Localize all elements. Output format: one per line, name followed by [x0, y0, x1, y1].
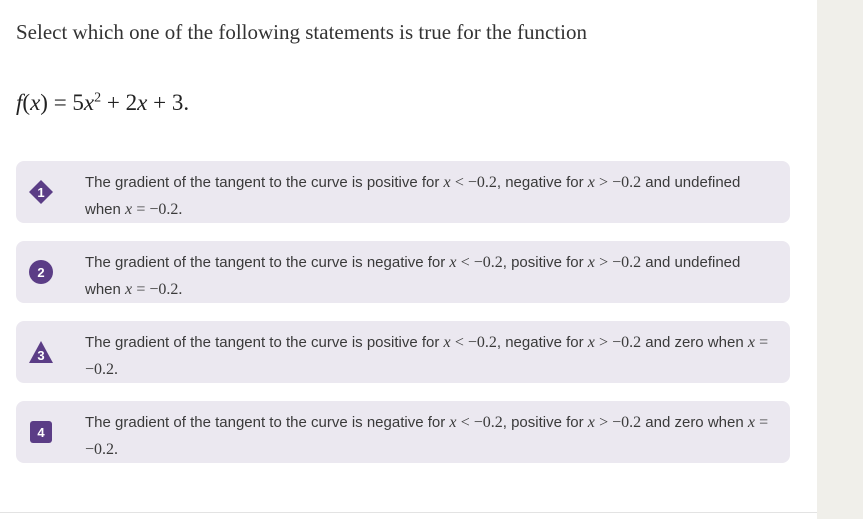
- question-prompt: Select which one of the following statements is true for the function: [16, 20, 587, 44]
- option-text-part: and zero when: [641, 334, 748, 351]
- option-number: 1: [37, 184, 45, 200]
- option-text-part: , positive for: [502, 414, 588, 431]
- option-math: > −0.2: [599, 254, 642, 271]
- option-text: The gradient of the tangent to the curve is positive for x < −0.2, negative for x > −0.2 and zero when x = −0.2.: [85, 334, 769, 378]
- option-math: = −0.2: [85, 414, 769, 458]
- answer-option-3[interactable]: [16, 321, 790, 383]
- option-text-part: The gradient of the tangent to the curve is positive for: [85, 334, 444, 351]
- option-text: The gradient of the tangent to the curve is negative for x < −0.2, positive for x > −0.2 and undefined when x = −0.2.: [85, 254, 741, 298]
- option-text-part: and zero when: [641, 414, 748, 431]
- formula-var: x: [30, 90, 41, 115]
- triangle-icon: [29, 340, 53, 364]
- right-side-panel: [817, 0, 863, 519]
- square-icon: [29, 420, 53, 444]
- option-text-part: and undefined when: [85, 174, 741, 218]
- circle-icon: [29, 260, 53, 284]
- option-text-part: The gradient of the tangent to the curve is positive for: [85, 174, 444, 191]
- option-math: < −0.2: [454, 334, 497, 351]
- option-number: 3: [37, 347, 45, 363]
- option-math: < −0.2: [460, 254, 503, 271]
- formula-fn-name: f: [16, 90, 23, 115]
- option-text-part: , positive for: [502, 254, 588, 271]
- formula-rest-a: + 2: [101, 90, 138, 115]
- option-text-part: and undefined when: [85, 254, 741, 298]
- option-math: < −0.2: [460, 414, 503, 431]
- option-math: > −0.2: [599, 414, 642, 431]
- formula-coef: 5: [72, 90, 84, 115]
- answer-option-2[interactable]: [16, 241, 790, 303]
- option-number: 4: [37, 424, 45, 440]
- option-math: > −0.2: [599, 174, 642, 191]
- formula-rest-var: x: [137, 90, 148, 115]
- answer-options: [16, 161, 790, 481]
- option-text-part: .: [114, 441, 119, 458]
- option-math: < −0.2: [454, 174, 497, 191]
- option-text-part: .: [114, 361, 119, 378]
- diamond-icon: [29, 180, 53, 204]
- option-text-part: The gradient of the tangent to the curve is negative for: [85, 414, 450, 431]
- answer-option-4[interactable]: [16, 401, 790, 463]
- formula-term-var: x: [83, 90, 95, 115]
- option-math: = −0.2: [136, 281, 179, 298]
- option-math: > −0.2: [599, 334, 642, 351]
- answer-option-1[interactable]: [16, 161, 790, 223]
- option-text-part: The gradient of the tangent to the curve is negative for: [85, 254, 450, 271]
- option-number: 2: [37, 264, 45, 280]
- option-text: The gradient of the tangent to the curve is negative for x < −0.2, positive for x > −0.2 and zero when x = −0.2.: [85, 414, 769, 458]
- option-text-part: .: [178, 201, 183, 218]
- option-text-part: , negative for: [496, 174, 588, 191]
- option-text-part: .: [178, 281, 183, 298]
- option-math: = −0.2: [136, 201, 179, 218]
- bottom-divider: [0, 512, 817, 513]
- function-formula: $f(x) = 5x^2 + 2x + 3$.: [16, 90, 190, 115]
- option-text: The gradient of the tangent to the curve is positive for x < −0.2, negative for x > −0.2 and undefined when x = −0.2.: [85, 174, 741, 218]
- formula-exponent: 2: [94, 90, 102, 106]
- formula-rest-b: + 3.: [147, 90, 190, 115]
- option-text-part: , negative for: [496, 334, 588, 351]
- option-math: = −0.2: [85, 334, 769, 378]
